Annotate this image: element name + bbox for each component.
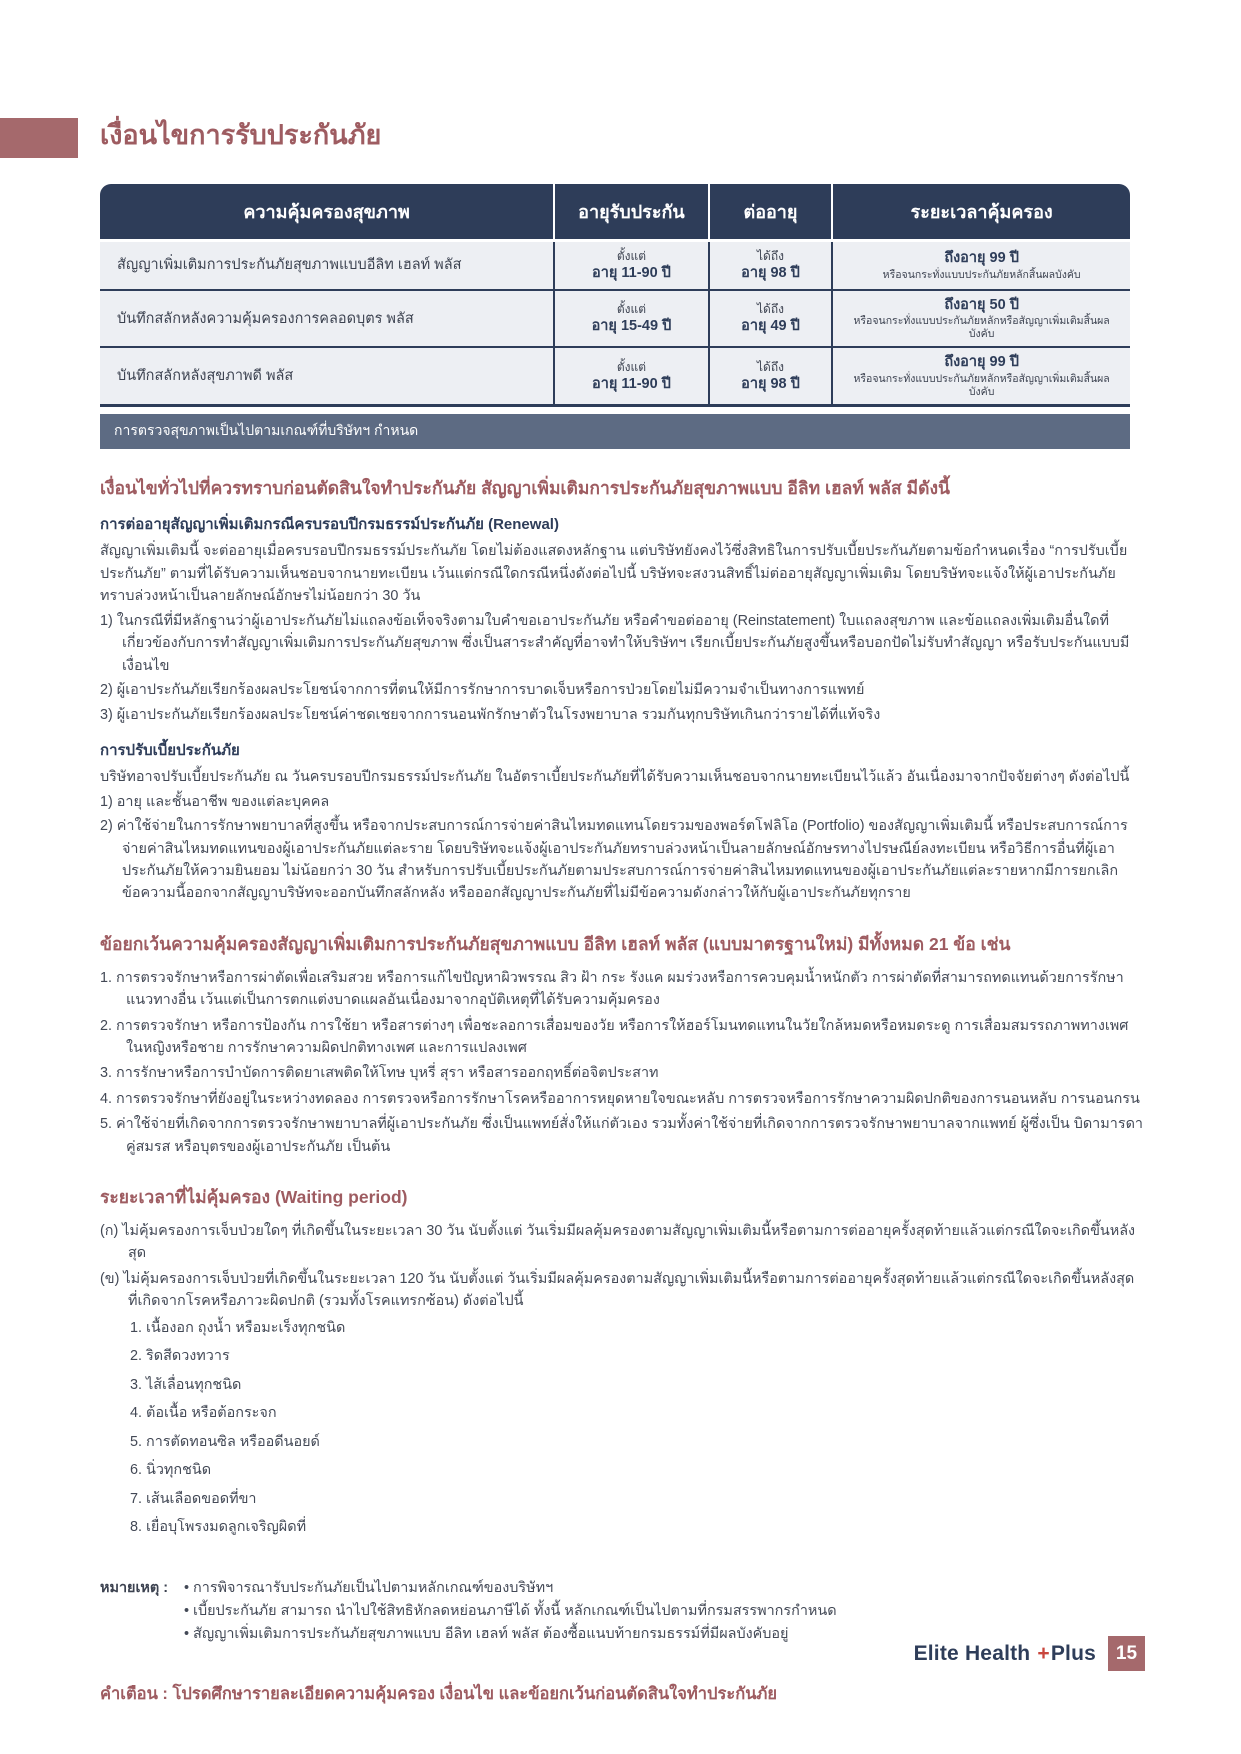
exclusion-item: 5. ค่าใช้จ่ายที่เกิดจากการตรวจรักษาพยาบาลที่ผู้เอาประกันภัย ซึ่งเป็นแพทย์สั่งให้แก่ตัวเอง รวมทั้งค่าใช้จ่ายที่เกิดจากการตรวจรักษาพยาบาลจากแพทย์ ผู้ซึ่งเป็น บิดามารดา คู่สมรส หรือบุตรของผู้เอาประกันภัย เป็นต้น [100, 1116, 1143, 1155]
disease-item: 5. การตัดทอนซิล หรืออดีนอยด์ [130, 1433, 320, 1450]
waiting-period-item: (ข) ไม่คุ้มครองการเจ็บป่วยที่เกิดขึ้นในระยะเวลา 120 วัน นับตั้งแต่ วันเริ่มมีผลคุ้มครองตามสัญญาเพิ่มเติมนี้หรือตามการต่ออายุครั้งสุดท้ายแล้วแต่กรณีใดจะเกิดขึ้นหลังสุด ที่เกิดจากโรคหรือภาวะผิดปกติ (รวมทั้งโรคแทรกซ้อน) ดังต่อไปนี้ [100, 1270, 1135, 1310]
exclusion-item: 1. การตรวจรักษาหรือการผ่าตัดเพื่อเสริมสวย หรือการแก้ไขปัญหาผิวพรรณ สิว ฝ้า กระ รังแค ผมร่วงหรือการควบคุมน้ำหนักตัว การผ่าตัดที่สามารถทดแทนด้วยการรักษาแนวทางอื่น เว้นแต่เป็นการตกแต่งบาดแผลอันเนื่องมาจากอุบัติเหตุที่ได้รับความคุ้มครอง [100, 969, 1124, 1009]
renewal-age-prefix: ได้ถึง [757, 359, 784, 374]
renewal-item: 1) ในกรณีที่มีหลักฐานว่าผู้เอาประกันภัยไม่แถลงข้อเท็จจริงตามใบคำขอเอาประกันภัย หรือคำขอต่ออายุ (Reinstatement) ใบแถลงสุขภาพ และข้อแถลงเพิ่มเติมอื่นใดที่เกี่ยวข้องกับการทำสัญญาเพิ่มเติมการประกันภัยสุขภาพ ซึ่งเป็นสาระสำคัญที่อาจทำให้บริษัทฯ เรียกเบี้ยประกันภัยสูงขึ้นหรือบอกปัดไม่รับทำสัญญา หรือรับประกันแบบมีเงื่อนไข [100, 612, 1130, 674]
issue-age-value: อายุ 11-90 ปี [591, 264, 671, 281]
disease-item: 2. ริดสีดวงทวาร [130, 1348, 230, 1365]
exclusions-heading: ข้อยกเว้นความคุ้มครองสัญญาเพิ่มเติมการประกันภัยสุขภาพแบบ อีลิท เฮลท์ พลัส (แบบมาตรฐานใหม่) มีทั้งหมด 21 ข้อ เช่น [100, 933, 1011, 954]
rider-name: บันทึกสลักหลังความคุ้มครองการคลอดบุตร พลัส [117, 310, 414, 327]
page-number-badge: 15 [1108, 1636, 1145, 1671]
col-header-issue-age: อายุรับประกัน [553, 184, 708, 239]
disease-item: 8. เยื่อบุโพรงมดลูกเจริญผิดที่ [130, 1519, 307, 1536]
waiting-period-heading: ระยะเวลาที่ไม่คุ้มครอง (Waiting period) [100, 1187, 408, 1208]
renewal-item: 3) ผู้เอาประกันภัยเรียกร้องผลประโยชน์ค่าชดเชยจากการนอนพักรักษาตัวในโรงพยาบาล รวมกันทุกบริษัทเกินกว่ารายได้ที่แท้จริง [100, 706, 881, 723]
note-item: • การพิจารณารับประกันภัยเป็นไปตามหลักเกณฑ์ของบริษัทฯ [184, 1579, 554, 1596]
premium-adjustment-subheading: การปรับเบี้ยประกันภัย [100, 742, 240, 760]
issue-age-prefix: ตั้งแต่ [616, 359, 647, 374]
exclusion-item: 3. การรักษาหรือการบำบัดการติดยาเสพติดให้โทษ บุหรี่ สุรา หรือสารออกฤทธิ์ต่อจิตประสาท [100, 1065, 659, 1082]
table-row [100, 346, 1130, 403]
brand-name-right: Plus [1050, 1641, 1096, 1665]
brand-name-left: Elite Health [913, 1641, 1031, 1665]
disease-item: 6. นิ่วทุกชนิด [130, 1462, 212, 1479]
table-body [100, 242, 1130, 407]
renewal-age-value: อายุ 98 ปี [741, 264, 800, 281]
page-footer [914, 1636, 1145, 1671]
coverage-period-sub: หรือจนกระทั่งแบบประกันภัยหลักสิ้นผลบังคับ [882, 268, 1081, 281]
issue-age-prefix: ตั้งแต่ [616, 248, 647, 263]
table-row [100, 242, 1130, 289]
issue-age-prefix: ตั้งแต่ [616, 302, 647, 317]
rider-name: สัญญาเพิ่มเติมการประกันภัยสุขภาพแบบอีลิท เฮลท์ พลัส [117, 257, 462, 274]
renewal-age-value: อายุ 98 ปี [741, 375, 800, 392]
col-header-coverage-period: ระยะเวลาคุ้มครอง [831, 184, 1130, 239]
coverage-period-cell [831, 242, 1130, 289]
issue-age-cell [553, 291, 708, 346]
brand-logo [914, 1642, 1096, 1666]
col-header-renewal-age: ต่ออายุ [708, 184, 832, 239]
table-row [100, 289, 1130, 346]
exclusion-item: 4. การตรวจรักษาที่ยังอยู่ในระหว่างทดลอง การตรวจหรือการรักษาโรคหรืออาการหยุดหายใจขณะหลับ การตรวจหรือการรักษาความผิดปกติของการนอนหลับ การนอนกรน [100, 1090, 1140, 1107]
waiting-period-disease-list [130, 1317, 1145, 1539]
disease-item: 3. ไส้เลื่อนทุกชนิด [130, 1376, 242, 1393]
renewal-age-prefix: ได้ถึง [757, 248, 784, 263]
coverage-period-cell [831, 348, 1130, 403]
exclusion-item: 2. การตรวจรักษา หรือการป้องกัน การใช้ยา หรือสารต่างๆ เพื่อชะลอการเสื่อมของวัย หรือการให้ฮอร์โมนทดแทนในวัยใกล้หมดหรือหมดระดู การเสื่อมสมรรถภาพทางเพศในหญิงหรือชาย การรักษาความผิดปกติทางเพศ และการแปลงเพศ [100, 1017, 1129, 1056]
renewal-age-cell [708, 242, 832, 289]
coverage-period-main: ถึงอายุ 50 ปี [944, 297, 1019, 313]
health-check-note-bar: การตรวจสุขภาพเป็นไปตามเกณฑ์ที่บริษัทฯ กำหนด [100, 414, 1130, 449]
issue-age-cell [553, 348, 708, 403]
renewal-age-cell [708, 291, 832, 346]
renewal-age-cell [708, 348, 832, 403]
issue-age-cell [553, 242, 708, 289]
renewal-subheading: การต่ออายุสัญญาเพิ่มเติมกรณีครบรอบปีกรมธรรม์ประกันภัย (Renewal) [100, 516, 559, 534]
disease-item: 7. เส้นเลือดขอดที่ขา [130, 1490, 257, 1507]
coverage-period-sub: หรือจนกระทั่งแบบประกันภัยหลักหรือสัญญาเพิ่มเติมสิ้นผลบังคับ [853, 372, 1110, 398]
issue-age-value: อายุ 11-90 ปี [591, 375, 671, 392]
plus-icon: + [1037, 1641, 1050, 1665]
premium-adjustment-paragraph: บริษัทอาจปรับเบี้ยประกันภัย ณ วันครบรอบปีกรมธรรม์ประกันภัย ในอัตราเบี้ยประกันภัยที่ได้รับความเห็นชอบจากนายทะเบียนไว้แล้ว อันเนื่องมาจากปัจจัยต่างๆ ดังต่อไปนี้ [100, 769, 1130, 786]
issue-age-value: อายุ 15-49 ปี [591, 318, 672, 335]
premium-adjustment-item: 1) อายุ และชั้นอาชีพ ของแต่ละบุคคล [100, 793, 330, 810]
renewal-paragraph: สัญญาเพิ่มเติมนี้ จะต่ออายุเมื่อครบรอบปีกรมธรรม์ประกันภัย โดยไม่ต้องแสดงหลักฐาน แต่บริษัทยังคงไว้ซึ่งสิทธิในการปรับเบี้ยประกันภัยตามข้อกำหนดเรื่อง “การปรับเบี้ยประกันภัย” ตามที่ได้รับความเห็นชอบจากนายทะเบียน เว้นแต่กรณีใดกรณีหนึ่งดังต่อไปนี้ บริษัทจะสงวนสิทธิ์ไม่ต่ออายุสัญญาเพิ่มเติม โดยบริษัทจะแจ้งให้ผู้เอาประกันภัยทราบล่วงหน้าเป็นลายลักษณ์อักษรไม่น้อยกว่า 30 วัน [100, 543, 1128, 605]
coverage-period-main: ถึงอายุ 99 ปี [944, 250, 1019, 267]
warning-line: คำเตือน : โปรดศึกษารายละเอียดความคุ้มครอง เงื่อนไข และข้อยกเว้นก่อนตัดสินใจทำประกันภัย [100, 1684, 778, 1703]
premium-adjustment-item: 2) ค่าใช้จ่ายในการรักษาพยาบาลที่สูงขึ้น หรือจากประสบการณ์การจ่ายค่าสินไหมทดแทนโดยรวมของพอร์ตโฟลิโอ (Portfolio) ของสัญญาเพิ่มเติมนี้ หรือประสบการณ์การจ่ายค่าสินไหมทดแทนของผู้เอาประกันภัยแต่ละราย โดยบริษัทจะแจ้งผู้เอาประกันภัยทราบล่วงหน้าเป็นลายลักษณ์อักษรทางไปรษณีย์ลงทะเบียน หรือวิธีการอื่นที่ผู้เอาประกันภัยให้ความยินยอม ไม่น้อยกว่า 30 วัน สำหรับการปรับเบี้ยประกันภัยตามประสบการณ์การจ่ายค่าสินไหมทดแทนของผู้เอาประกันภัยแต่ละรายหากมีการยกเลิกข้อความนี้ออกจากสัญญาบริษัทจะออกบันทึกสลักหลัง หรือออกสัญญาประกันภัยที่ไม่มีข้อความดังกล่าวให้กับผู้เอาประกันภัยทุกราย [100, 818, 1128, 902]
coverage-period-sub: หรือจนกระทั่งแบบประกันภัยหลักหรือสัญญาเพิ่มเติมสิ้นผลบังคับ [853, 315, 1110, 341]
title-accent-bar [0, 118, 78, 158]
waiting-period-item: (ก) ไม่คุ้มครองการเจ็บป่วยใดๆ ที่เกิดขึ้นในระยะเวลา 30 วัน นับตั้งแต่ วันเริ่มมีผลคุ้มครองตามสัญญาเพิ่มเติมนี้หรือตามการต่ออายุครั้งสุดท้ายแล้วแต่กรณีใดจะเกิดขึ้นหลังสุด [100, 1222, 1136, 1262]
general-conditions-heading: เงื่อนไขทั่วไปที่ควรทราบก่อนตัดสินใจทำประกันภัย สัญญาเพิ่มเติมการประกันภัยสุขภาพแบบ อีลิท เฮลท์ พลัส มีดังนี้ [100, 477, 950, 498]
col-header-coverage: ความคุ้มครองสุขภาพ [243, 202, 410, 222]
notes-label: หมายเหตุ : [100, 1579, 169, 1596]
table-header-row [100, 184, 1130, 239]
renewal-item: 2) ผู้เอาประกันภัยเรียกร้องผลประโยชน์จากการที่ตนให้มีการรักษาการบาดเจ็บหรือการป่วยโดยไม่มีความจำเป็นทางการแพทย์ [100, 682, 865, 699]
rider-name: บันทึกสลักหลังสุขภาพดี พลัส [117, 368, 294, 384]
renewal-age-value: อายุ 49 ปี [741, 318, 800, 335]
note-item: • เบี้ยประกันภัย สามารถ นำไปใช้สิทธิหักลดหย่อนภาษีได้ ทั้งนี้ หลักเกณฑ์เป็นไปตามที่กรมสรรพากรกำหนด [184, 1602, 837, 1619]
coverage-conditions-table [100, 184, 1130, 407]
disease-item: 1. เนื้องอก ถุงน้ำ หรือมะเร็งทุกชนิด [130, 1319, 346, 1336]
renewal-age-prefix: ได้ถึง [757, 302, 784, 317]
page-title: เงื่อนไขการรับประกันภัย [100, 120, 382, 150]
coverage-period-cell [831, 291, 1130, 346]
disease-item: 4. ต้อเนื้อ หรือต้อกระจก [130, 1405, 277, 1422]
coverage-period-main: ถึงอายุ 99 ปี [944, 354, 1019, 371]
note-item: • สัญญาเพิ่มเติมการประกันภัยสุขภาพแบบ อีลิท เฮลท์ พลัส ต้องซื้อแนบท้ายกรมธรรม์ที่มีผลบังคับอยู่ [184, 1626, 789, 1643]
